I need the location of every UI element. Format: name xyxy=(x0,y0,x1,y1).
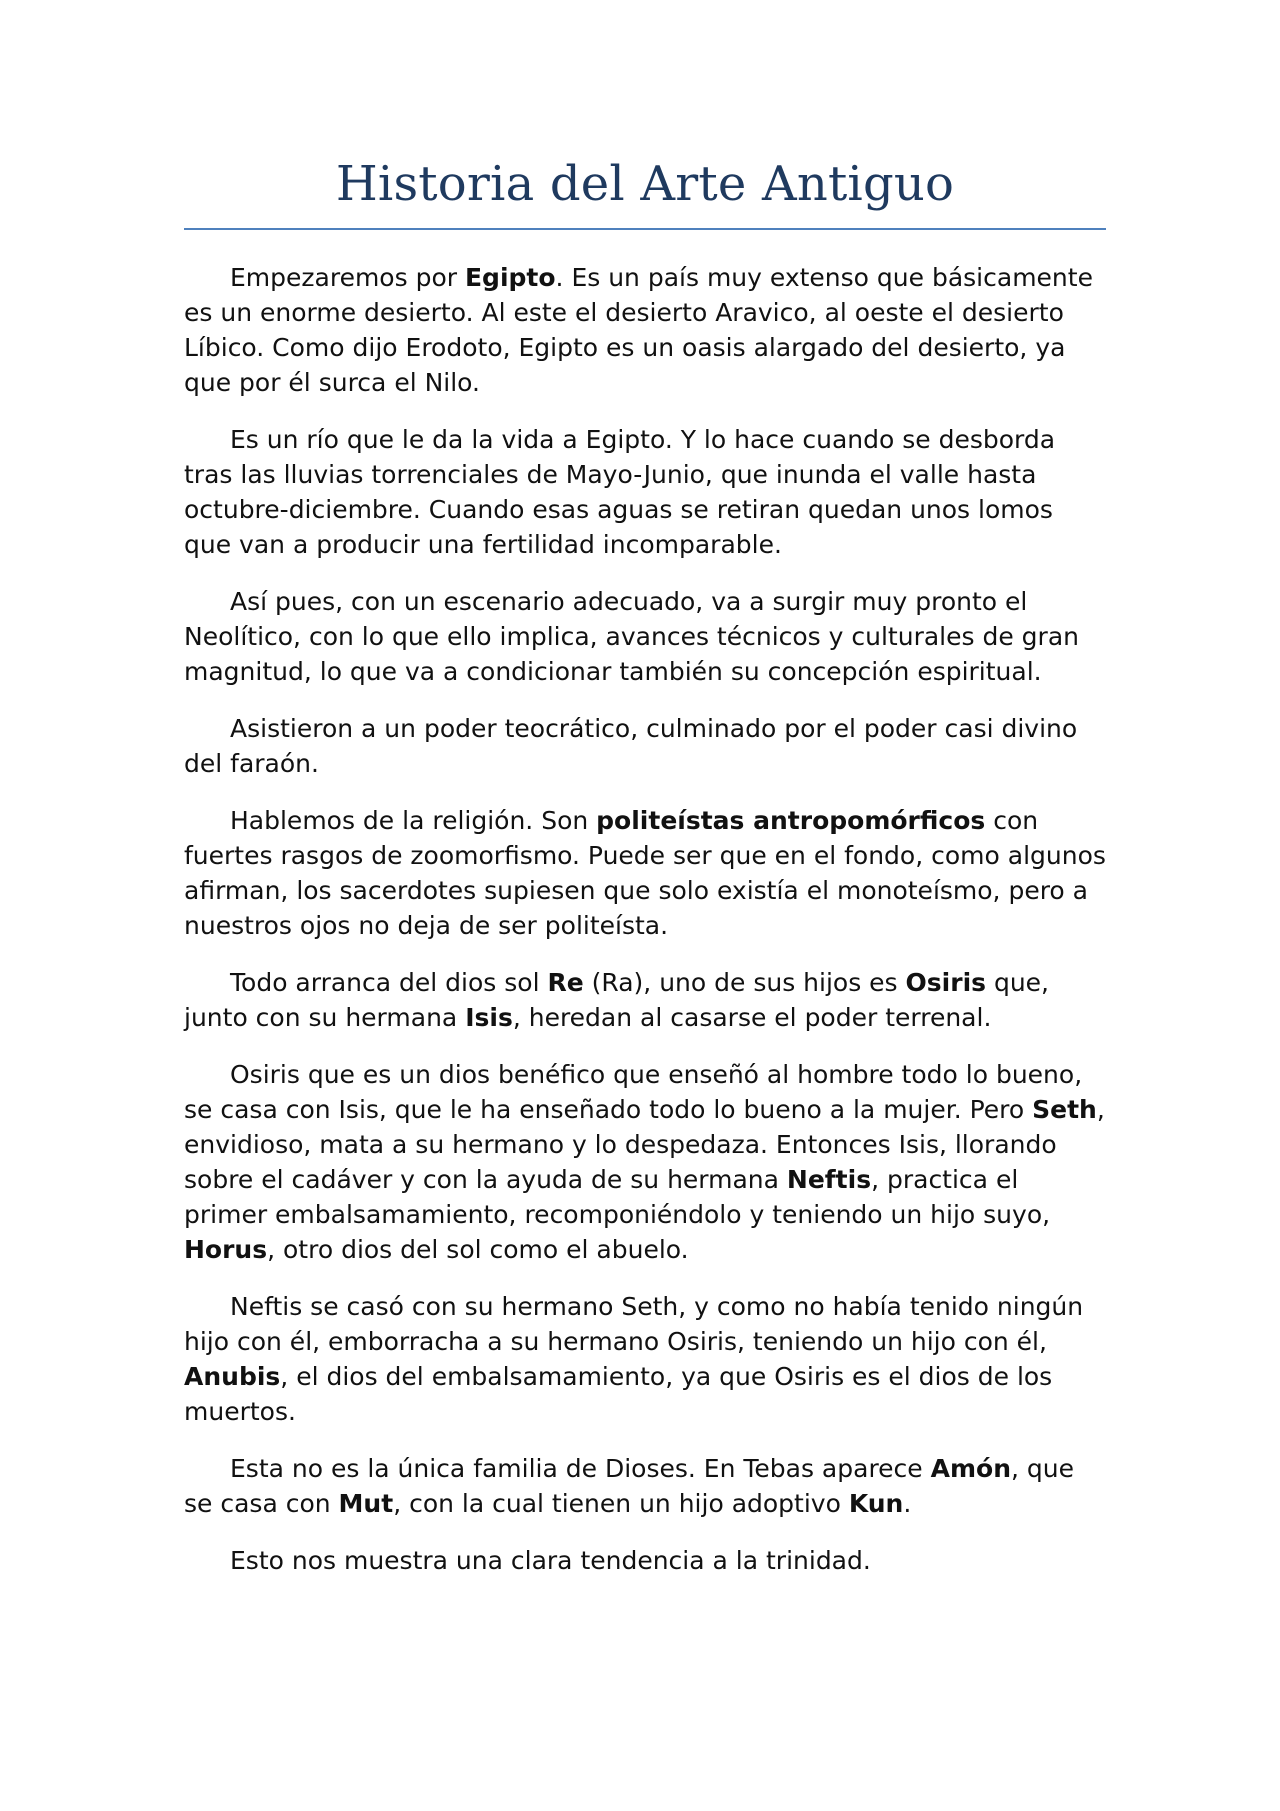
text-run: con fuertes rasgos de zoomorfismo. Puede ser que en el fondo, como algunos afirman, los sacerdotes supiesen que solo existía el monoteísmo, pero a nuestros ojos no deja de ser politeísta. xyxy=(184,806,1106,940)
paragraph xyxy=(184,1289,1106,1429)
text-run: Todo arranca del dios sol xyxy=(230,968,548,997)
bold-term: Egipto xyxy=(464,263,556,292)
text-run: (Ra), uno de sus hijos es xyxy=(583,968,906,997)
bold-term: Osiris xyxy=(905,968,987,997)
text-run: que, junto con su hermana xyxy=(184,968,1050,1032)
text-run: Es un río que le da la vida a Egipto. Y lo hace cuando se desborda tras las lluvias torrenciales de Mayo-Junio, que inunda el valle hasta octubre-diciembre. Cuando esas aguas se retiran quedan unos lomos que van a producir una fertilidad incomparable. xyxy=(184,425,1056,559)
paragraph xyxy=(184,260,1106,400)
document-title: Historia del Arte Antiguo xyxy=(335,156,955,212)
bold-term: Seth xyxy=(1032,1095,1097,1124)
text-run: Osiris que es un dios benéfico que enseñó al hombre todo lo bueno, se casa con Isis, que le ha enseñado todo lo bueno a la mujer. Pero xyxy=(184,1060,1083,1124)
text-run: , envidioso, mata a su hermano y lo despedaza. Entonces Isis, llorando sobre el cadáver y con la ayuda de su hermana xyxy=(184,1095,1105,1194)
bold-term: Horus xyxy=(184,1235,268,1264)
paragraph xyxy=(184,711,1106,781)
paragraph xyxy=(184,1451,1106,1521)
text-run: . Es un país muy extenso que básicamente es un enorme desierto. Al este el desierto Aravico, al oeste el desierto Líbico. Como dijo Erodoto, Egipto es un oasis alargado del desierto, ya que por él surca el Nilo. xyxy=(184,263,1093,397)
paragraph xyxy=(184,1057,1106,1267)
text-run: , practica el primer embalsamamiento, recomponiéndolo y teniendo un hijo suyo, xyxy=(184,1165,1051,1229)
paragraph xyxy=(184,965,1106,1035)
paragraph xyxy=(184,584,1106,689)
text-run: Empezaremos por xyxy=(230,263,465,292)
paragraph xyxy=(184,1543,1106,1578)
title-underline-rule xyxy=(184,228,1106,230)
bold-term: Amón xyxy=(930,1454,1011,1483)
bold-term: Kun xyxy=(848,1489,904,1518)
text-run: . xyxy=(903,1489,912,1518)
bold-term: politeístas antropomórficos xyxy=(596,806,986,835)
text-run: , con la cual tienen un hijo adoptivo xyxy=(393,1489,849,1518)
text-run: Así pues, con un escenario adecuado, va a surgir muy pronto el Neolítico, con lo que ello implica, avances técnicos y culturales de gran magnitud, lo que va a condicionar también su concepción espiritual. xyxy=(184,587,1079,686)
text-run: , heredan al casarse el poder terrenal. xyxy=(512,1003,992,1032)
paragraph xyxy=(184,803,1106,943)
text-run: , otro dios del sol como el abuelo. xyxy=(267,1235,689,1264)
paragraph xyxy=(184,422,1106,562)
text-run: Neftis se casó con su hermano Seth, y como no había tenido ningún hijo con él, emborracha a su hermano Osiris, teniendo un hijo con él, xyxy=(184,1292,1084,1356)
text-run: , el dios del embalsamamiento, ya que Osiris es el dios de los muertos. xyxy=(184,1362,1053,1426)
bold-term: Neftis xyxy=(786,1165,872,1194)
bold-term: Mut xyxy=(338,1489,394,1518)
text-run: Esto nos muestra una clara tendencia a la trinidad. xyxy=(230,1546,871,1575)
text-run: Esta no es la única familia de Dioses. En Tebas aparece xyxy=(230,1454,931,1483)
text-run: Hablemos de la religión. Son xyxy=(230,806,597,835)
bold-term: Re xyxy=(547,968,584,997)
document-body xyxy=(184,260,1106,1600)
text-run: , que se casa con xyxy=(184,1454,1074,1518)
text-run: Asistieron a un poder teocrático, culminado por el poder casi divino del faraón. xyxy=(184,714,1078,778)
bold-term: Isis xyxy=(465,1003,513,1032)
bold-term: Anubis xyxy=(184,1362,281,1391)
